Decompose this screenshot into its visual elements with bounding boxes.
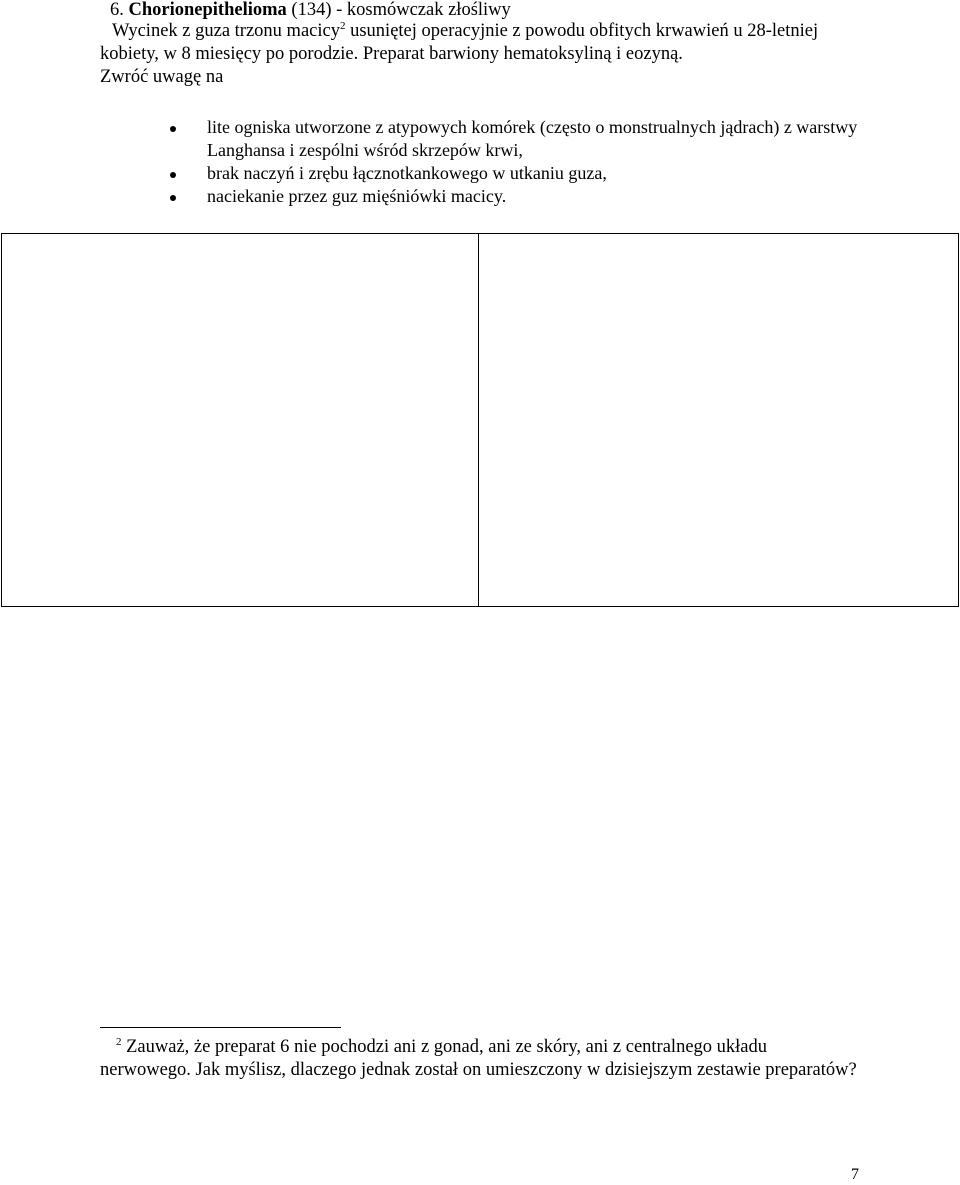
description-part-1: Wycinek z guza trzonu macicy <box>112 21 340 41</box>
footnote <box>100 1036 860 1082</box>
bullet-icon <box>170 172 176 178</box>
bullet-icon <box>170 195 176 201</box>
specimen-description <box>100 20 860 89</box>
list-item-text: brak naczyń i zrębu łącznotkankowego w utkaniu guza, <box>207 163 607 183</box>
description-part-2: usuniętej operacyjnie z powodu obfitych krwawień u 28-letniej kobiety, w 8 miesięcy po porodzie. Preparat barwiony hematoksyliną i eozyną. <box>100 21 819 64</box>
drawing-frame-left <box>1 233 480 607</box>
bullet-icon <box>170 126 176 132</box>
footnote-separator <box>100 1027 341 1028</box>
list-item <box>170 185 930 208</box>
list-item <box>170 162 930 185</box>
footnote-text: Zauważ, że preparat 6 nie pochodzi ani z gonad, ani ze skóry, ani z centralnego układu nerwowego. Jak myślisz, dlaczego jednak został on umieszczony w dzisiejszym zestawie preparatów? <box>100 1037 857 1080</box>
footnote-marker: 2 <box>116 1036 122 1048</box>
list-item <box>170 116 930 162</box>
footnote-reference: 2 <box>339 20 346 32</box>
specimen-suffix: (134) - kosmówczak złośliwy <box>291 0 511 20</box>
section-number: 6. <box>110 0 124 20</box>
specimen-name: Chorionepithelioma <box>128 0 287 20</box>
drawing-frame-right <box>478 233 959 607</box>
list-item-text: lite ogniska utworzone z atypowych komórek (często o monstrualnych jądrach) z warstwy Langhansa i zespólni wśród skrzepów krwi, <box>207 117 858 160</box>
page-number: 7 <box>851 1166 859 1183</box>
section-heading <box>110 0 511 21</box>
attention-list <box>170 116 930 208</box>
list-item-text: naciekanie przez guz mięśniówki macicy. <box>207 186 507 206</box>
note-intro: Zwróć uwagę na <box>100 67 224 87</box>
